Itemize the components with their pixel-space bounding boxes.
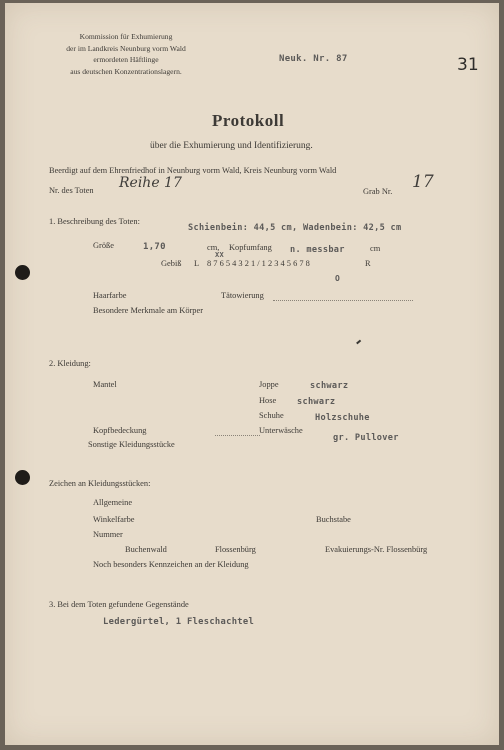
gebiss-digits: 8 7 6 5 4 3 2 1 / 1 2 3 4 5 6 7 8 — [207, 259, 310, 268]
nr-value: Reihe 17 — [119, 175, 182, 191]
gebiss-left: L — [194, 259, 200, 268]
nummer-label: Nummer — [93, 530, 123, 539]
joppe-value: schwarz — [310, 381, 349, 391]
bone-measurements: Schienbein: 44,5 cm, Wadenbein: 42,5 cm — [188, 223, 402, 233]
groesse-value: 1,70 — [143, 242, 166, 252]
kennzeichen-label: Noch besonders Kennzeichen an der Kleidung — [93, 560, 249, 569]
gebiss-right: R — [365, 259, 371, 268]
taetowierung-label: Tätowierung — [221, 291, 264, 300]
gebiss-mark-bottom: O — [335, 274, 341, 283]
punch-hole-bottom — [15, 470, 30, 485]
joppe-label: Joppe — [259, 380, 279, 389]
commission-line-1: Kommission für Exhumierung — [79, 32, 173, 41]
commission-line-3: ermordeten Häftlinge — [93, 55, 159, 64]
section2-heading: 2. Kleidung: — [49, 359, 91, 368]
hose-label: Hose — [259, 396, 277, 405]
flossenbuerg-label: Flossenbürg — [215, 545, 256, 554]
reference-number: Neuk. Nr. 87 — [279, 54, 348, 64]
punch-hole-top — [15, 265, 30, 280]
mantel-label: Mantel — [93, 380, 117, 389]
found-items-value: Ledergürtel, 1 Fleschachtel — [103, 617, 255, 627]
kopfumfang-value: n. messbar — [290, 245, 345, 255]
burial-text: Beerdigt auf dem Ehrenfriedhof in Neunburg vorm Wald, Kreis Neunburg vorm Wald — [49, 166, 337, 175]
buchstabe-label: Buchstabe — [316, 515, 351, 524]
kopfbedeckung-label: Kopfbedeckung — [93, 426, 147, 435]
page-number: 31 — [457, 55, 479, 75]
merkmale-label: Besondere Merkmale am Körper — [93, 306, 203, 315]
gebiss-mark-top: XX — [215, 251, 225, 259]
gebiss-label: Gebiß — [161, 259, 182, 268]
groesse-label: Größe — [93, 241, 114, 250]
document-subtitle: über die Exhumierung und Identifizierung. — [150, 141, 313, 151]
cm2-label: cm — [370, 244, 381, 253]
winkelfarbe-label: Winkelfarbe — [93, 515, 135, 524]
document-title: Protokoll — [212, 111, 285, 130]
cm-label: cm, — [207, 243, 220, 252]
pen-mark — [356, 340, 361, 344]
schuhe-value: Holzschuhe — [315, 413, 370, 423]
kopfumfang-label: Kopfumfang — [229, 243, 272, 252]
grab-value: 17 — [412, 172, 434, 192]
commission-line-4: aus deutschen Konzentrationslagern. — [70, 66, 182, 76]
haarfarbe-label: Haarfarbe — [93, 291, 127, 300]
marks-heading: Zeichen an Kleidungsstücken: — [49, 479, 151, 488]
buchenwald-label: Buchenwald — [125, 545, 167, 554]
section1-heading: 1. Beschreibung des Toten: — [49, 217, 140, 226]
unterwaesche-label: Unterwäsche — [259, 426, 303, 435]
nr-label: Nr. des Toten — [49, 186, 94, 195]
kopfbedeckung-line — [215, 435, 260, 436]
unterwaesche-value: gr. Pullover — [333, 433, 399, 443]
section3-heading: 3. Bei dem Toten gefundene Gegenstände — [49, 600, 189, 609]
allgemeine-label: Allgemeine — [93, 498, 133, 507]
document-page — [5, 3, 499, 745]
schuhe-label: Schuhe — [259, 411, 284, 420]
commission-line-2: der im Landkreis Neunburg vorm Wald — [66, 43, 186, 53]
grab-label: Grab Nr. — [363, 187, 393, 196]
sonstige-label: Sonstige Kleidungsstücke — [88, 440, 175, 449]
taetowierung-line — [273, 300, 413, 301]
hose-value: schwarz — [297, 397, 336, 407]
commission-header — [41, 31, 211, 77]
evakuierung-label: Evakuierungs-Nr. Flossenbürg — [325, 545, 428, 554]
